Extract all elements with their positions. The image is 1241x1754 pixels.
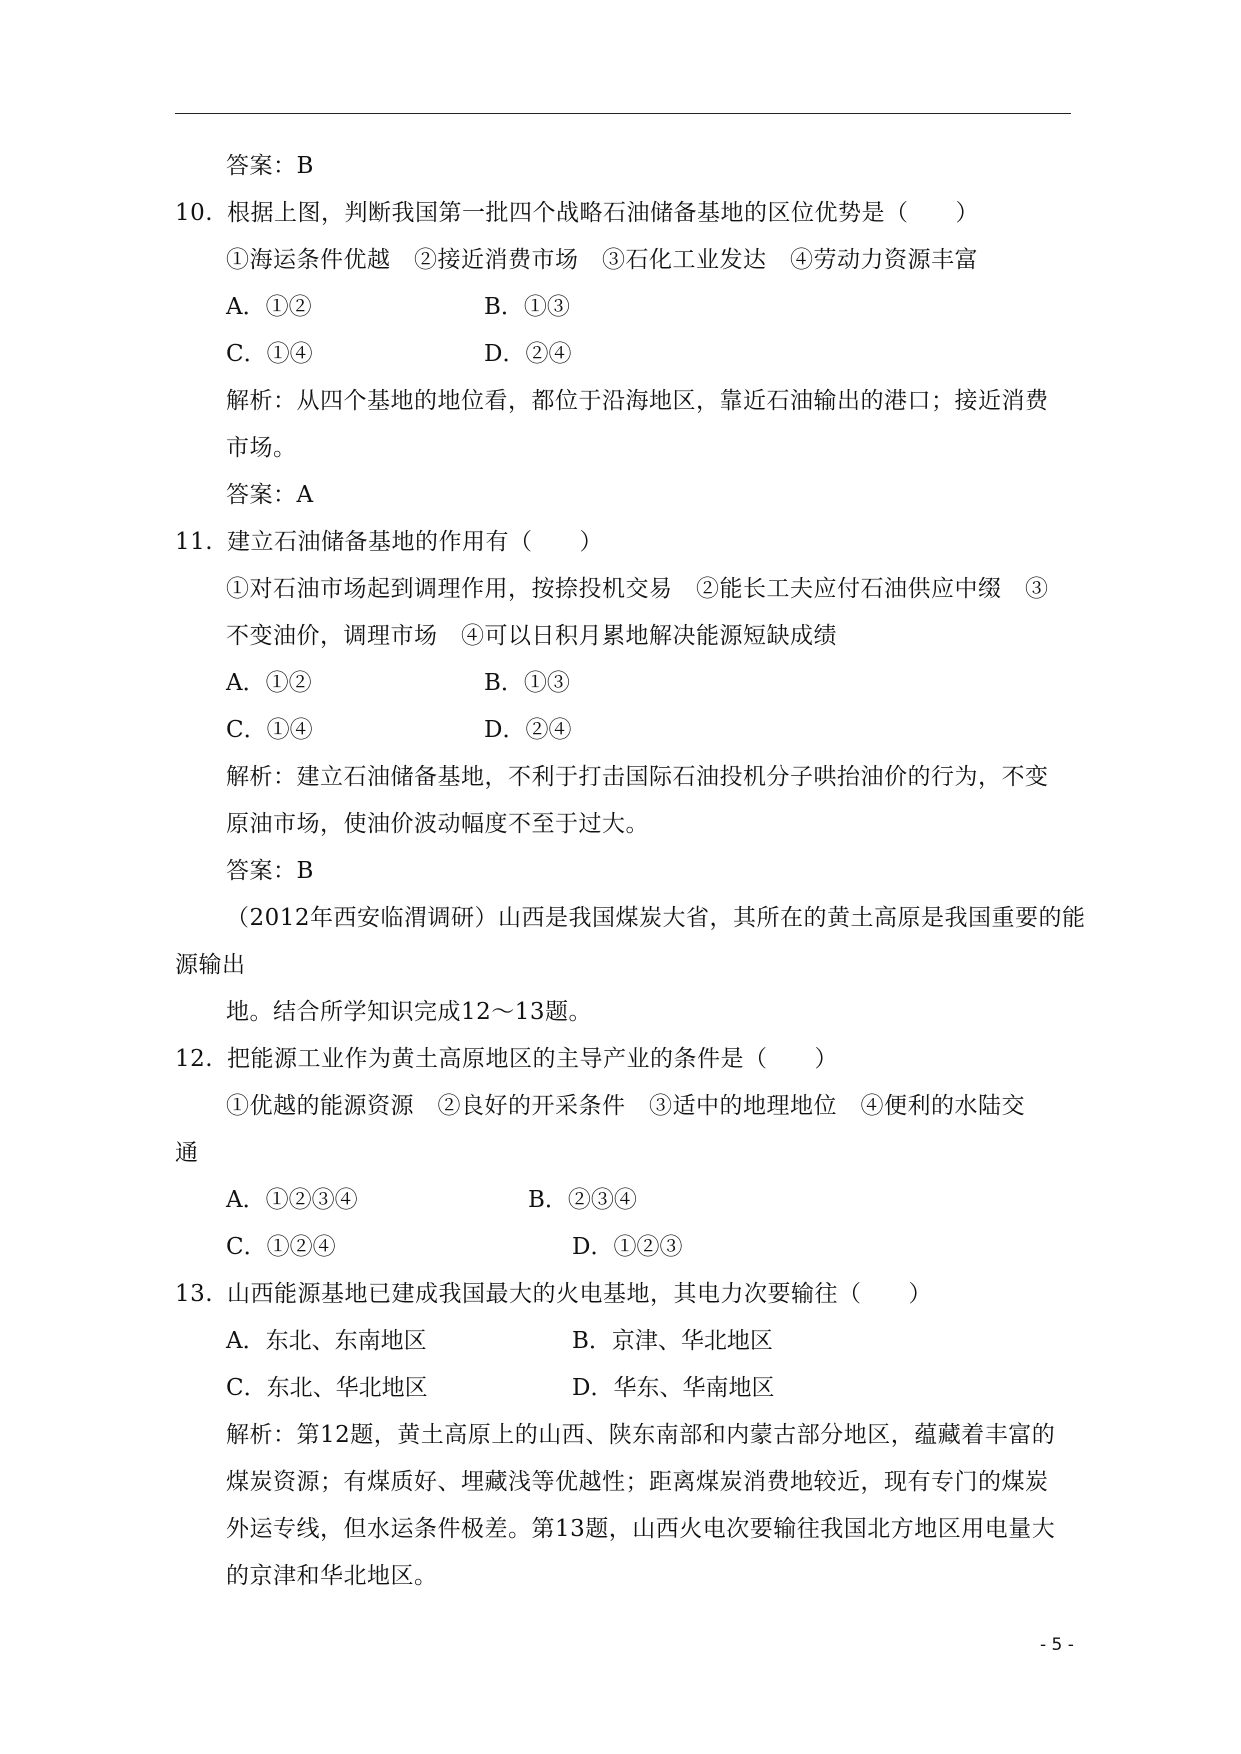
option-c: C．①④ (226, 717, 313, 743)
option-c: C．①②④ (226, 1234, 336, 1260)
material-intro-line-3: 地。结合所学知识完成12～13题。 (226, 999, 593, 1025)
analysis-10-line-1: 解析：从四个基地的地位看，都位于沿海地区，靠近石油输出的港口；接近消费 (226, 388, 1049, 414)
analysis-11-line-1: 解析：建立石油储备基地，不利于打击国际石油投机分子哄抬油价的行为，不变 (226, 764, 1049, 790)
question-11-items-line-2: 不变油价，调理市场 ④可以日积月累地解决能源短缺成绩 (226, 623, 837, 649)
question-11 (175, 527, 603, 557)
option-d: D．②④ (484, 341, 572, 367)
question-stem: 根据上图，判断我国第一批四个战略石油储备基地的区位优势是（ ） (227, 200, 979, 226)
analysis-10-line-2: 市场。 (226, 435, 297, 461)
analysis-13-line-2: 煤炭资源；有煤质好、埋藏浅等优越性；距离煤炭消费地较近，现有专门的煤炭 (226, 1469, 1049, 1495)
option-d: D．②④ (484, 717, 572, 743)
question-10 (175, 198, 979, 228)
option-a: A．①② (226, 670, 312, 696)
option-a: A．①② (226, 294, 312, 320)
option-b: B．①③ (484, 670, 570, 696)
material-intro-line-2: 源输出 (175, 952, 246, 978)
option-a: A．①②③④ (226, 1187, 358, 1213)
question-number: 11. (175, 529, 214, 555)
question-number: 10. (175, 200, 214, 226)
question-11-items-line-1: ①对石油市场起到调理作用，按捺投机交易 ②能长工夫应付石油供应中缀 ③ (226, 576, 1049, 602)
question-12 (175, 1044, 838, 1074)
option-a: A．东北、东南地区 (226, 1328, 427, 1354)
question-10-items: ①海运条件优越 ②接近消费市场 ③石化工业发达 ④劳动力资源丰富 (226, 247, 978, 273)
option-d: D．华东、华南地区 (572, 1375, 775, 1401)
option-b: B．②③④ (528, 1187, 637, 1213)
page-number: - 5 - (1040, 1635, 1074, 1655)
analysis-13-line-1: 解析：第12题，黄土高原上的山西、陕东南部和内蒙古部分地区，蕴藏着丰富的 (226, 1422, 1056, 1448)
question-number: 12. (175, 1046, 214, 1072)
question-number: 13. (175, 1281, 214, 1307)
question-12-items-line-1: ①优越的能源资源 ②良好的开采条件 ③适中的地理地位 ④便利的水陆交 (226, 1093, 1025, 1119)
question-stem: 建立石油储备基地的作用有（ ） (227, 529, 603, 555)
option-b: B．京津、华北地区 (572, 1328, 773, 1354)
answer-10: 答案：A (226, 482, 314, 508)
analysis-13-line-3: 外运专线，但水运条件极差。第13题，山西火电次要输往我国北方地区用电量大 (226, 1516, 1056, 1542)
analysis-11-line-2: 原油市场，使油价波动幅度不至于过大。 (226, 811, 649, 837)
option-b: B．①③ (484, 294, 570, 320)
header-rule (175, 113, 1071, 114)
option-c: C．①④ (226, 341, 313, 367)
answer-11: 答案：B (226, 858, 314, 884)
question-12-items-line-2: 通 (175, 1140, 199, 1166)
material-intro-line-1: （2012年西安临渭调研）山西是我国煤炭大省，其所在的黄土高原是我国重要的能 (226, 905, 1086, 931)
analysis-13-line-4: 的京津和华北地区。 (226, 1563, 438, 1589)
question-stem: 山西能源基地已建成我国最大的火电基地，其电力次要输往（ ） (227, 1281, 932, 1307)
option-c: C．东北、华北地区 (226, 1375, 428, 1401)
option-d: D．①②③ (572, 1234, 683, 1260)
question-13 (175, 1279, 932, 1309)
question-stem: 把能源工业作为黄土高原地区的主导产业的条件是（ ） (227, 1046, 838, 1072)
answer-9: 答案：B (226, 153, 314, 179)
